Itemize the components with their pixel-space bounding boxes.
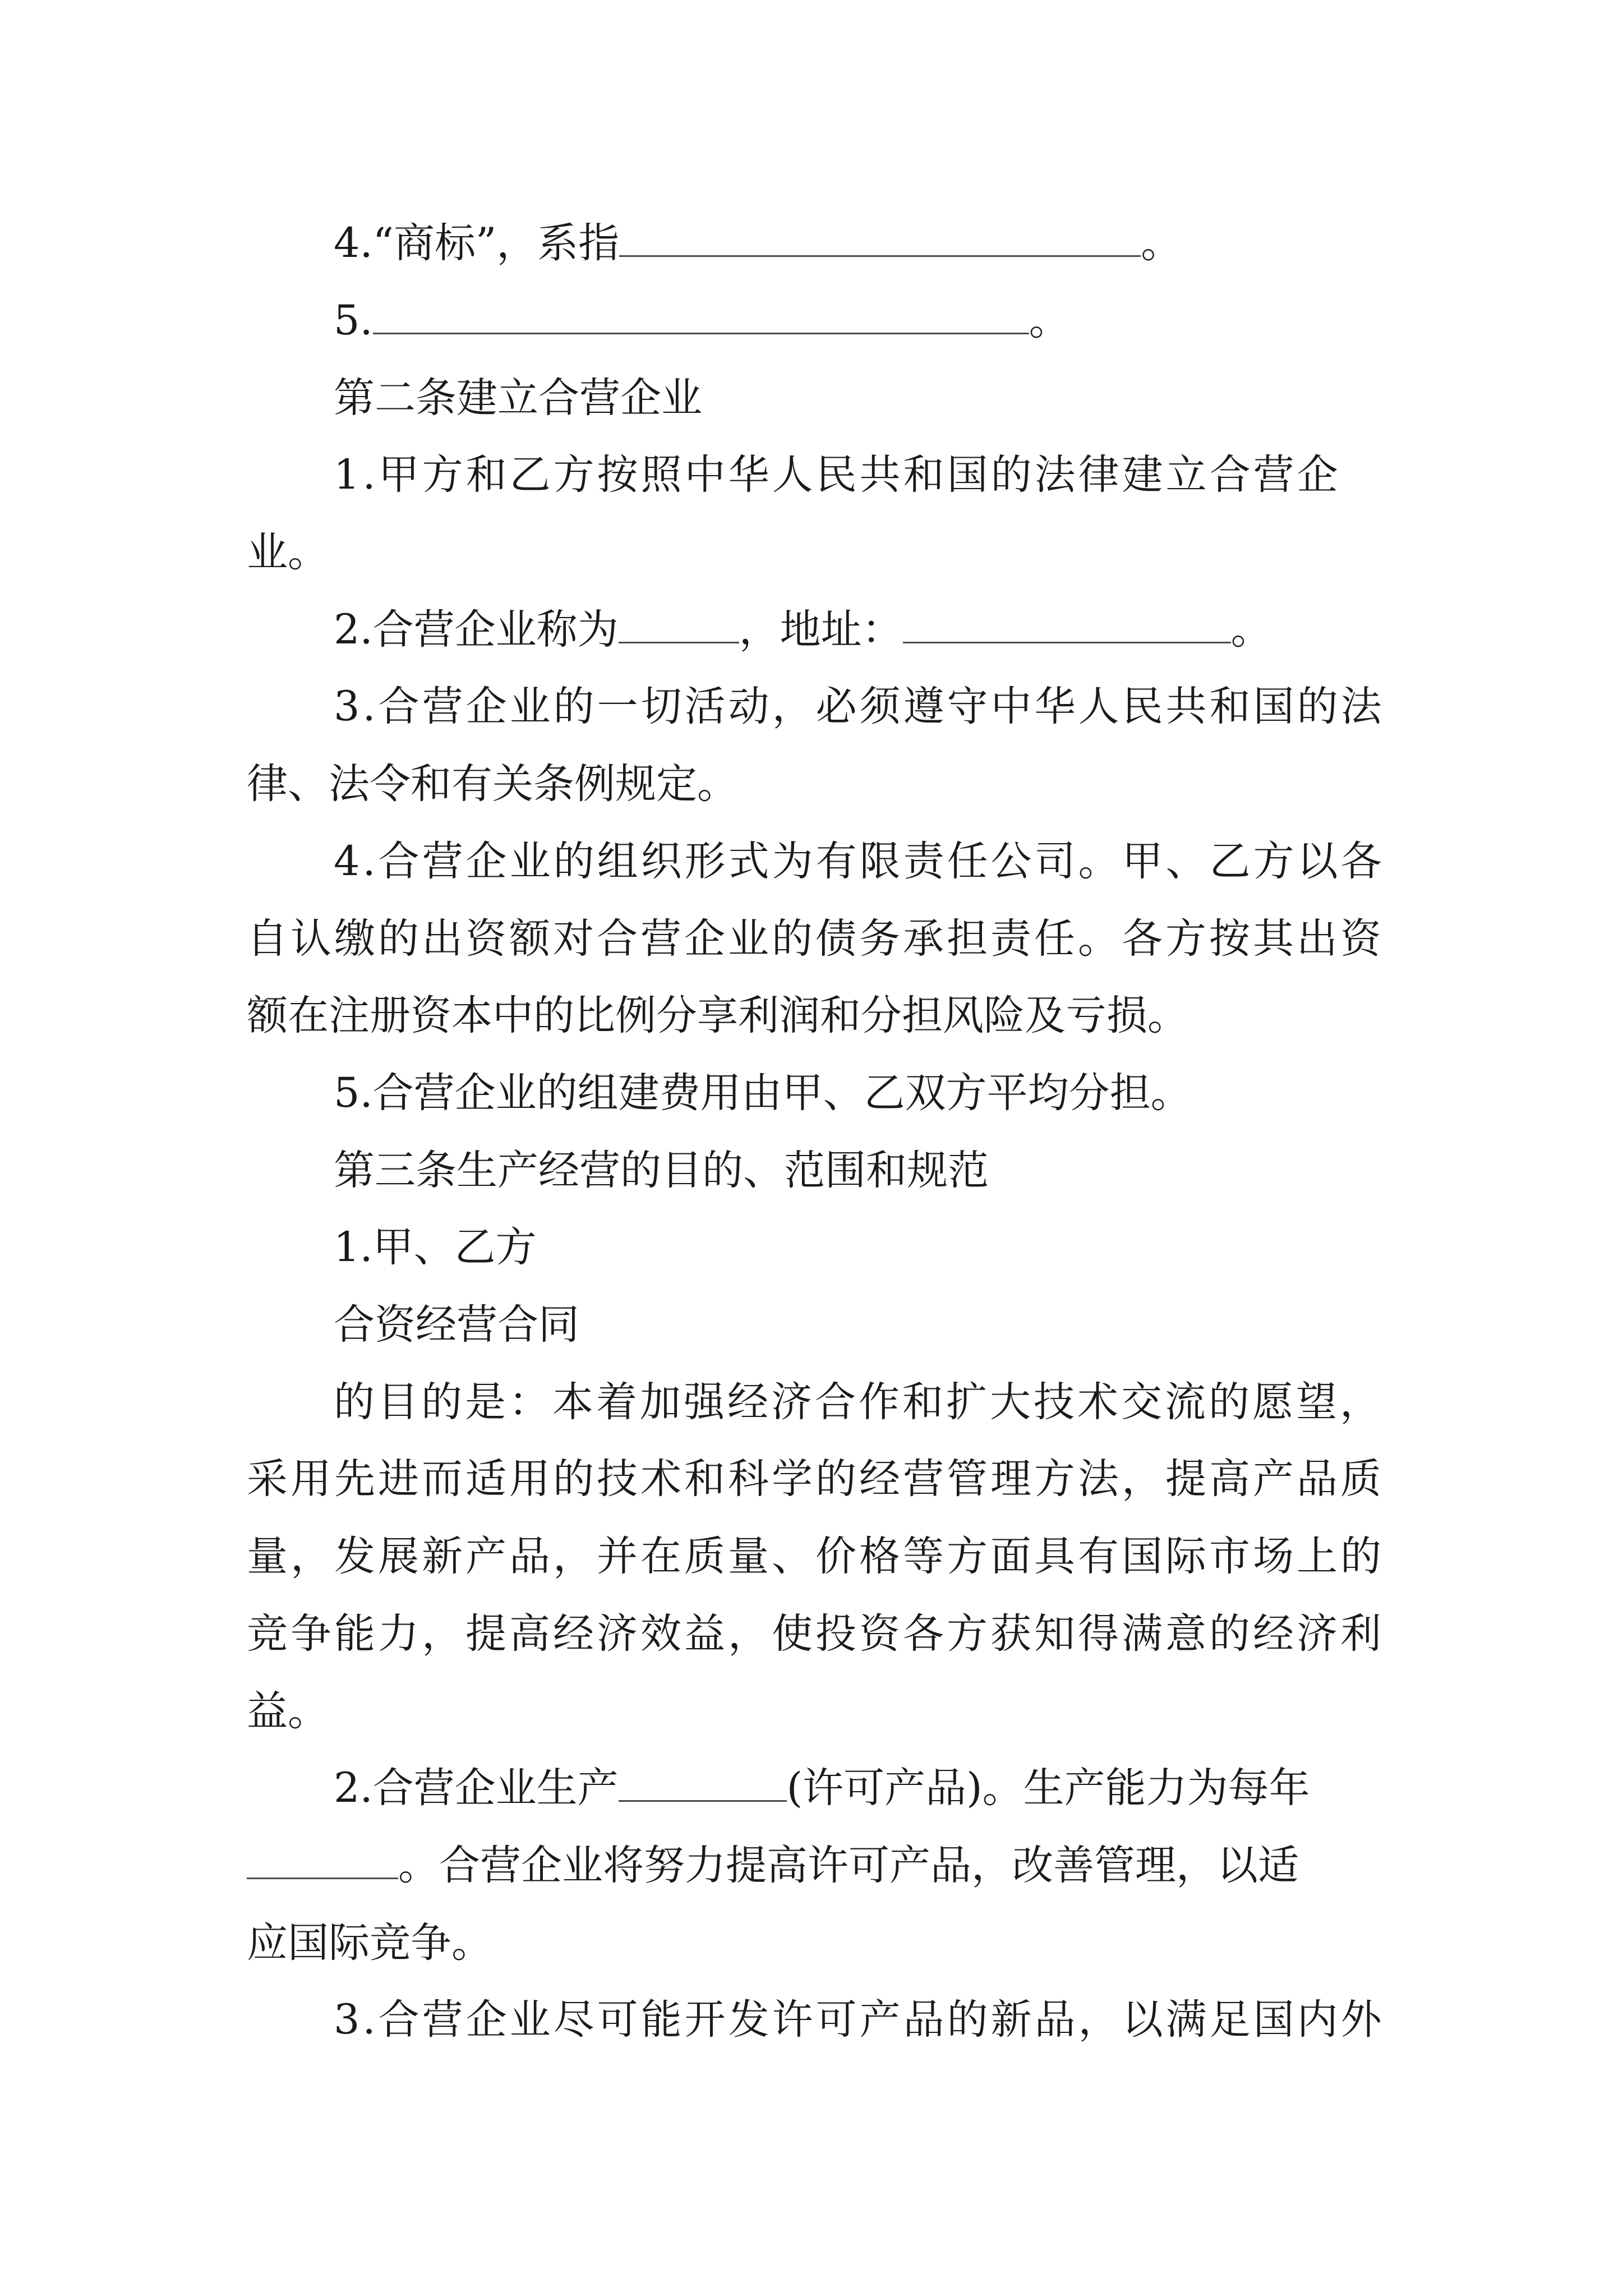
paragraph-line: 3.合营企业的一切活动，必须遵守中华人民共和国的法 <box>334 683 1385 730</box>
paragraph-line: 额在注册资本中的比例分享利润和分担风险及亏损。 <box>247 992 1188 1039</box>
fill-in-blank <box>619 222 1141 257</box>
paragraph-line: 1.甲、乙方 <box>334 1223 537 1271</box>
text: 5. <box>334 297 373 344</box>
text: 。 <box>1230 606 1272 654</box>
paragraph-line <box>334 602 1272 658</box>
definition-item-5 <box>334 293 1070 349</box>
article-heading: 第二条建立合营企业 <box>334 374 702 422</box>
paragraph-line: 量，发展新产品，并在质量、价格等方面具有国际市场上的 <box>247 1533 1384 1580</box>
text: 2.合营企业称为 <box>334 606 619 654</box>
paragraph-line: 益。 <box>247 1687 329 1735</box>
text: 。合营企业将努力提高许可产品，改善管理，以适 <box>398 1842 1299 1889</box>
text: (许可产品)。生产能力为每年 <box>786 1764 1310 1812</box>
text: 。 <box>1029 297 1070 344</box>
paragraph-line: 5.合营企业的组建费用由甲、乙双方平均分担。 <box>334 1069 1192 1117</box>
paragraph-line: 应国际竞争。 <box>247 1919 492 1967</box>
paragraph-line: 合资经营合同 <box>334 1301 579 1349</box>
text: ，地址： <box>739 606 903 654</box>
paragraph-line <box>334 1760 1310 1816</box>
fill-in-blank <box>903 608 1231 643</box>
paragraph-line: 业。 <box>247 528 329 576</box>
paragraph-line <box>247 1838 1299 1894</box>
paragraph-line: 律、法令和有关条例规定。 <box>247 760 738 808</box>
paragraph-line: 1.甲方和乙方按照中华人民共和国的法律建立合营企 <box>334 451 1341 499</box>
paragraph-line: 自认缴的出资额对合营企业的债务承担责任。各方按其出资 <box>247 915 1384 963</box>
paragraph-line: 3.合营企业尽可能开发许可产品的新品，以满足国内外 <box>334 1996 1385 2044</box>
text: 。 <box>1141 219 1182 267</box>
fill-in-blank <box>373 299 1029 334</box>
article-heading: 第三条生产经营的目的、范围和规范 <box>334 1147 989 1194</box>
fill-in-blank <box>247 1844 398 1879</box>
paragraph-line: 采用先进而适用的技术和科学的经营管理方法，提高产品质 <box>247 1455 1384 1503</box>
paragraph-line: 的目的是：本着加强经济合作和扩大技术交流的愿望， <box>334 1378 1384 1426</box>
fill-in-blank <box>619 608 739 643</box>
paragraph-line: 4.合营企业的组织形式为有限责任公司。甲、乙方以各 <box>334 838 1385 885</box>
text: 4.“商标”，系指 <box>334 219 620 267</box>
definition-trademark <box>334 215 1182 272</box>
text: 2.合营企业生产 <box>334 1764 619 1812</box>
fill-in-blank <box>619 1766 787 1802</box>
paragraph-line: 竞争能力，提高经济效益，使投资各方获知得满意的经济利 <box>247 1610 1384 1658</box>
